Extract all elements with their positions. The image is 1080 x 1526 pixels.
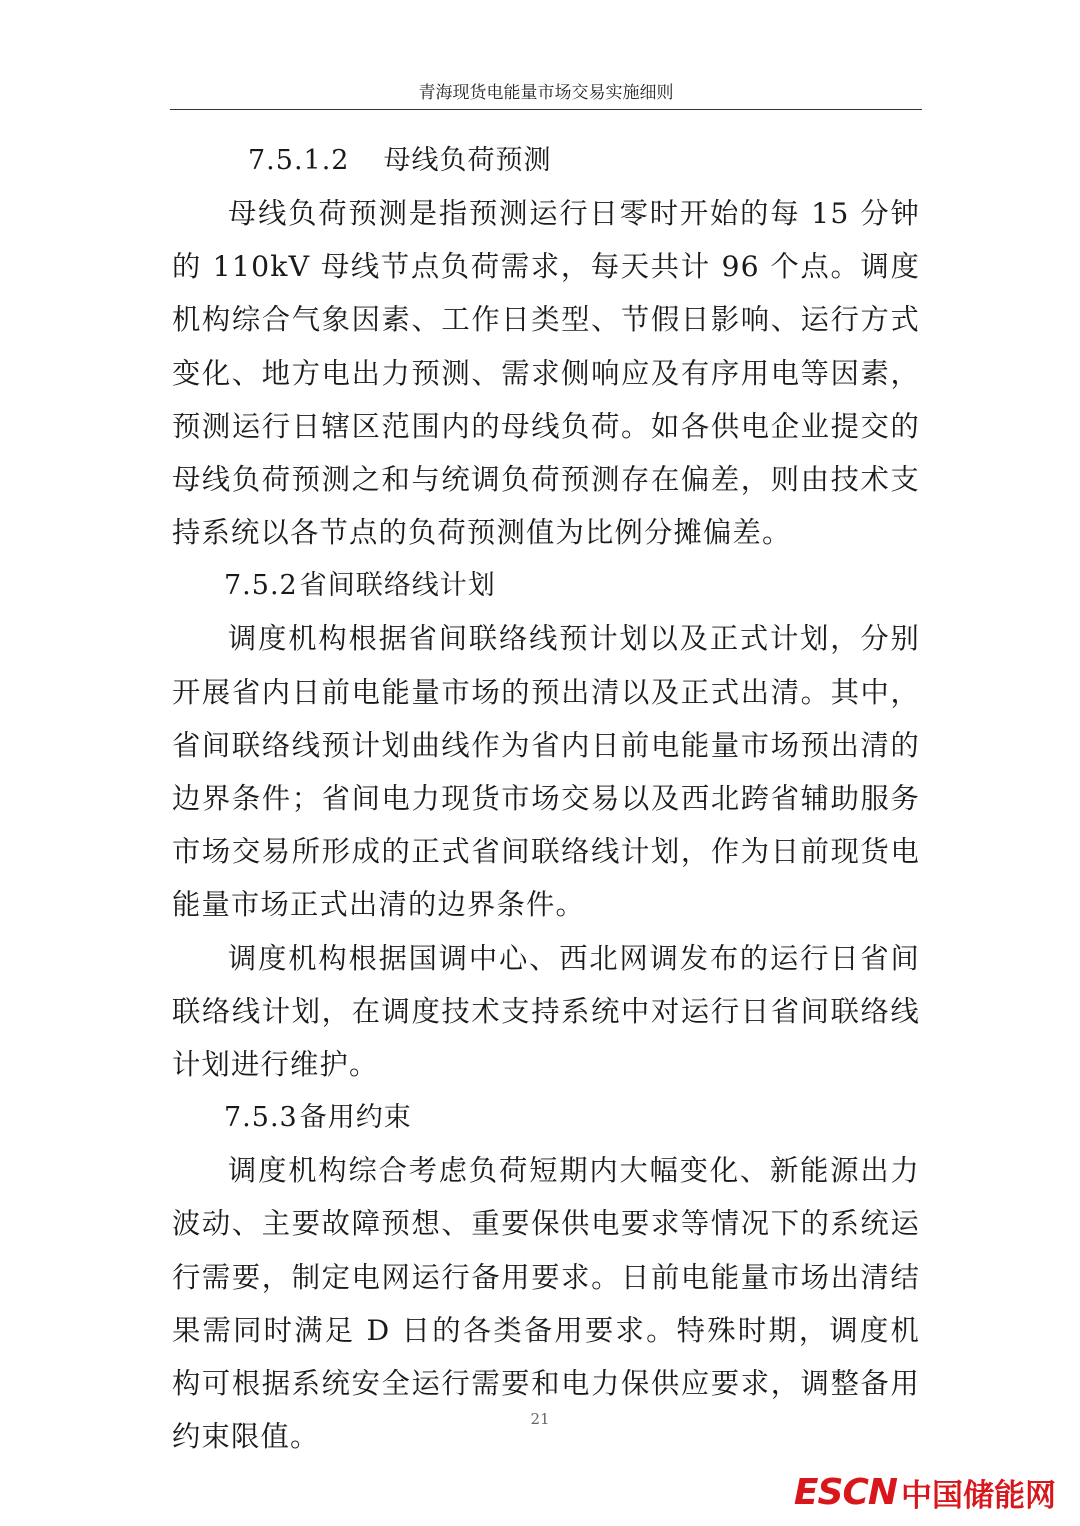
header-divider xyxy=(170,109,922,110)
section-title: 备用约束 xyxy=(299,1102,412,1134)
section-number: 7.5.1.2 xyxy=(248,145,350,176)
paragraph-reserve-constraint: 调度机构综合考虑负荷短期内大幅变化、新能源出力波动、主要故障预想、重要保供电要求等情况下的系统运行需要，制定电网运行备用要求。日前电能量市场出清结果需同时满足 D 日的各类备用要求。特殊时期，调度机构可根据系统安全运行需要和电力保供应要求，调整备用约束限值。 xyxy=(172,1154,920,1454)
watermark-latin: ESCN xyxy=(793,1471,897,1513)
section-heading-7-5-2 xyxy=(172,559,920,612)
section-title: 省间联络线计划 xyxy=(299,570,496,602)
section-title: 母线负荷预测 xyxy=(383,145,552,176)
paragraph-interprovincial-plan: 调度机构根据省间联络线预计划以及正式计划，分别开展省内日前电能量市场的预出清以及正式出清。其中，省间联络线预计划曲线作为省内日前电能量市场预出清的边界条件；省间电力现货市场交易以及西北跨省辅助服务市场交易所形成的正式省间联络线计划，作为日前现货电能量市场正式出清的边界条件。 xyxy=(172,622,920,922)
section-heading-7-5-1-2 xyxy=(172,134,920,187)
section-number: 7.5.2 xyxy=(224,570,298,602)
paragraph-interprovincial-maintenance: 调度机构根据国调中心、西北网调发布的运行日省间联络线计划，在调度技术支持系统中对运行日省间联络线计划进行维护。 xyxy=(172,941,920,1082)
section-heading-7-5-3 xyxy=(172,1091,920,1144)
document-body xyxy=(172,134,920,1463)
section-number: 7.5.3 xyxy=(224,1102,298,1134)
escn-watermark-logo xyxy=(794,1470,1056,1514)
paragraph-bus-load-forecast: 母线负荷预测是指预测运行日零时开始的每 15 分钟的 110kV 母线节点负荷需求，每天共计 96 个点。调度机构综合气象因素、工作日类型、节假日影响、运行方式变化、地方电出力预测、需求侧响应及有序用电等因素，预测运行日辖区范围内的母线负荷。如各供电企业提交的母线负荷预测之和与统调负荷预测存在偏差，则由技术支持系统以各节点的负荷预测值为比例分摊偏差。 xyxy=(172,197,920,550)
page-number: 21 xyxy=(530,1410,550,1428)
page-header-title: 青海现货电能量市场交易实施细则 xyxy=(418,83,674,103)
watermark-cjk: 中国储能网 xyxy=(901,1477,1056,1514)
